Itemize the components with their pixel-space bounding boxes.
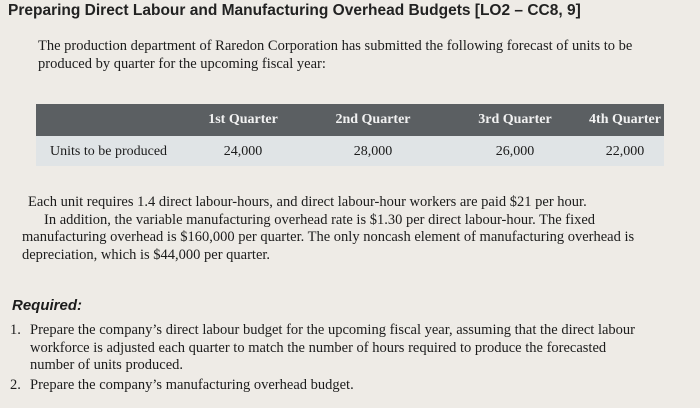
problem-title: Preparing Direct Labour and Manufacturing Overhead Budgets [LO2 – CC8, 9] (8, 2, 581, 19)
table-row-label: Units to be produced (50, 144, 168, 159)
table-cell-q1: 24,000 (223, 144, 263, 159)
table-header-row (36, 104, 664, 136)
table-cell-q4: 22,000 (605, 144, 645, 159)
cost-details-paragraph (22, 194, 682, 264)
requirement-item (10, 322, 690, 375)
table-cell-q2: 28,000 (353, 144, 393, 159)
column-header-q4: 4th Quarter (589, 112, 661, 127)
table-cell-q3: 26,000 (495, 144, 535, 159)
requirement-line: number of units produced. (30, 357, 184, 373)
paragraph-line: In addition, the variable manufacturing overhead rate is $1.30 per direct labour-hour. The fixed (44, 211, 596, 228)
intro-line: produced by quarter for the upcoming fiscal year: (38, 56, 326, 72)
requirements-list (10, 322, 690, 394)
intro-line: The production department of Raredon Corporation has submitted the following forecast of units to be (38, 38, 633, 54)
column-header-q3: 3rd Quarter (478, 112, 552, 127)
requirement-line: workforce is adjusted each quarter to match the number of hours required to produce the forecasted (30, 339, 607, 356)
column-header-q2: 2nd Quarter (335, 112, 411, 127)
requirement-item (10, 377, 690, 395)
required-heading: Required: (12, 297, 83, 314)
paragraph-line: Each unit requires 1.4 direct labour-hours, and direct labour-hour workers are paid $21 per hour. (28, 194, 587, 210)
column-header-q1: 1st Quarter (208, 112, 278, 127)
paragraph-line: depreciation, which is $44,000 per quarter. (22, 246, 271, 263)
forecast-table (36, 104, 664, 166)
requirement-line: Prepare the company’s manufacturing overhead budget. (30, 376, 354, 393)
requirement-number: 2. (10, 376, 21, 393)
intro-paragraph (38, 37, 678, 73)
requirement-number: 1. (10, 322, 21, 338)
paragraph-line: manufacturing overhead is $160,000 per quarter. The only noncash element of manufacturing overhead is (22, 229, 635, 245)
requirement-line: Prepare the company’s direct labour budget for the upcoming fiscal year, assuming that the direct labour (30, 322, 635, 338)
